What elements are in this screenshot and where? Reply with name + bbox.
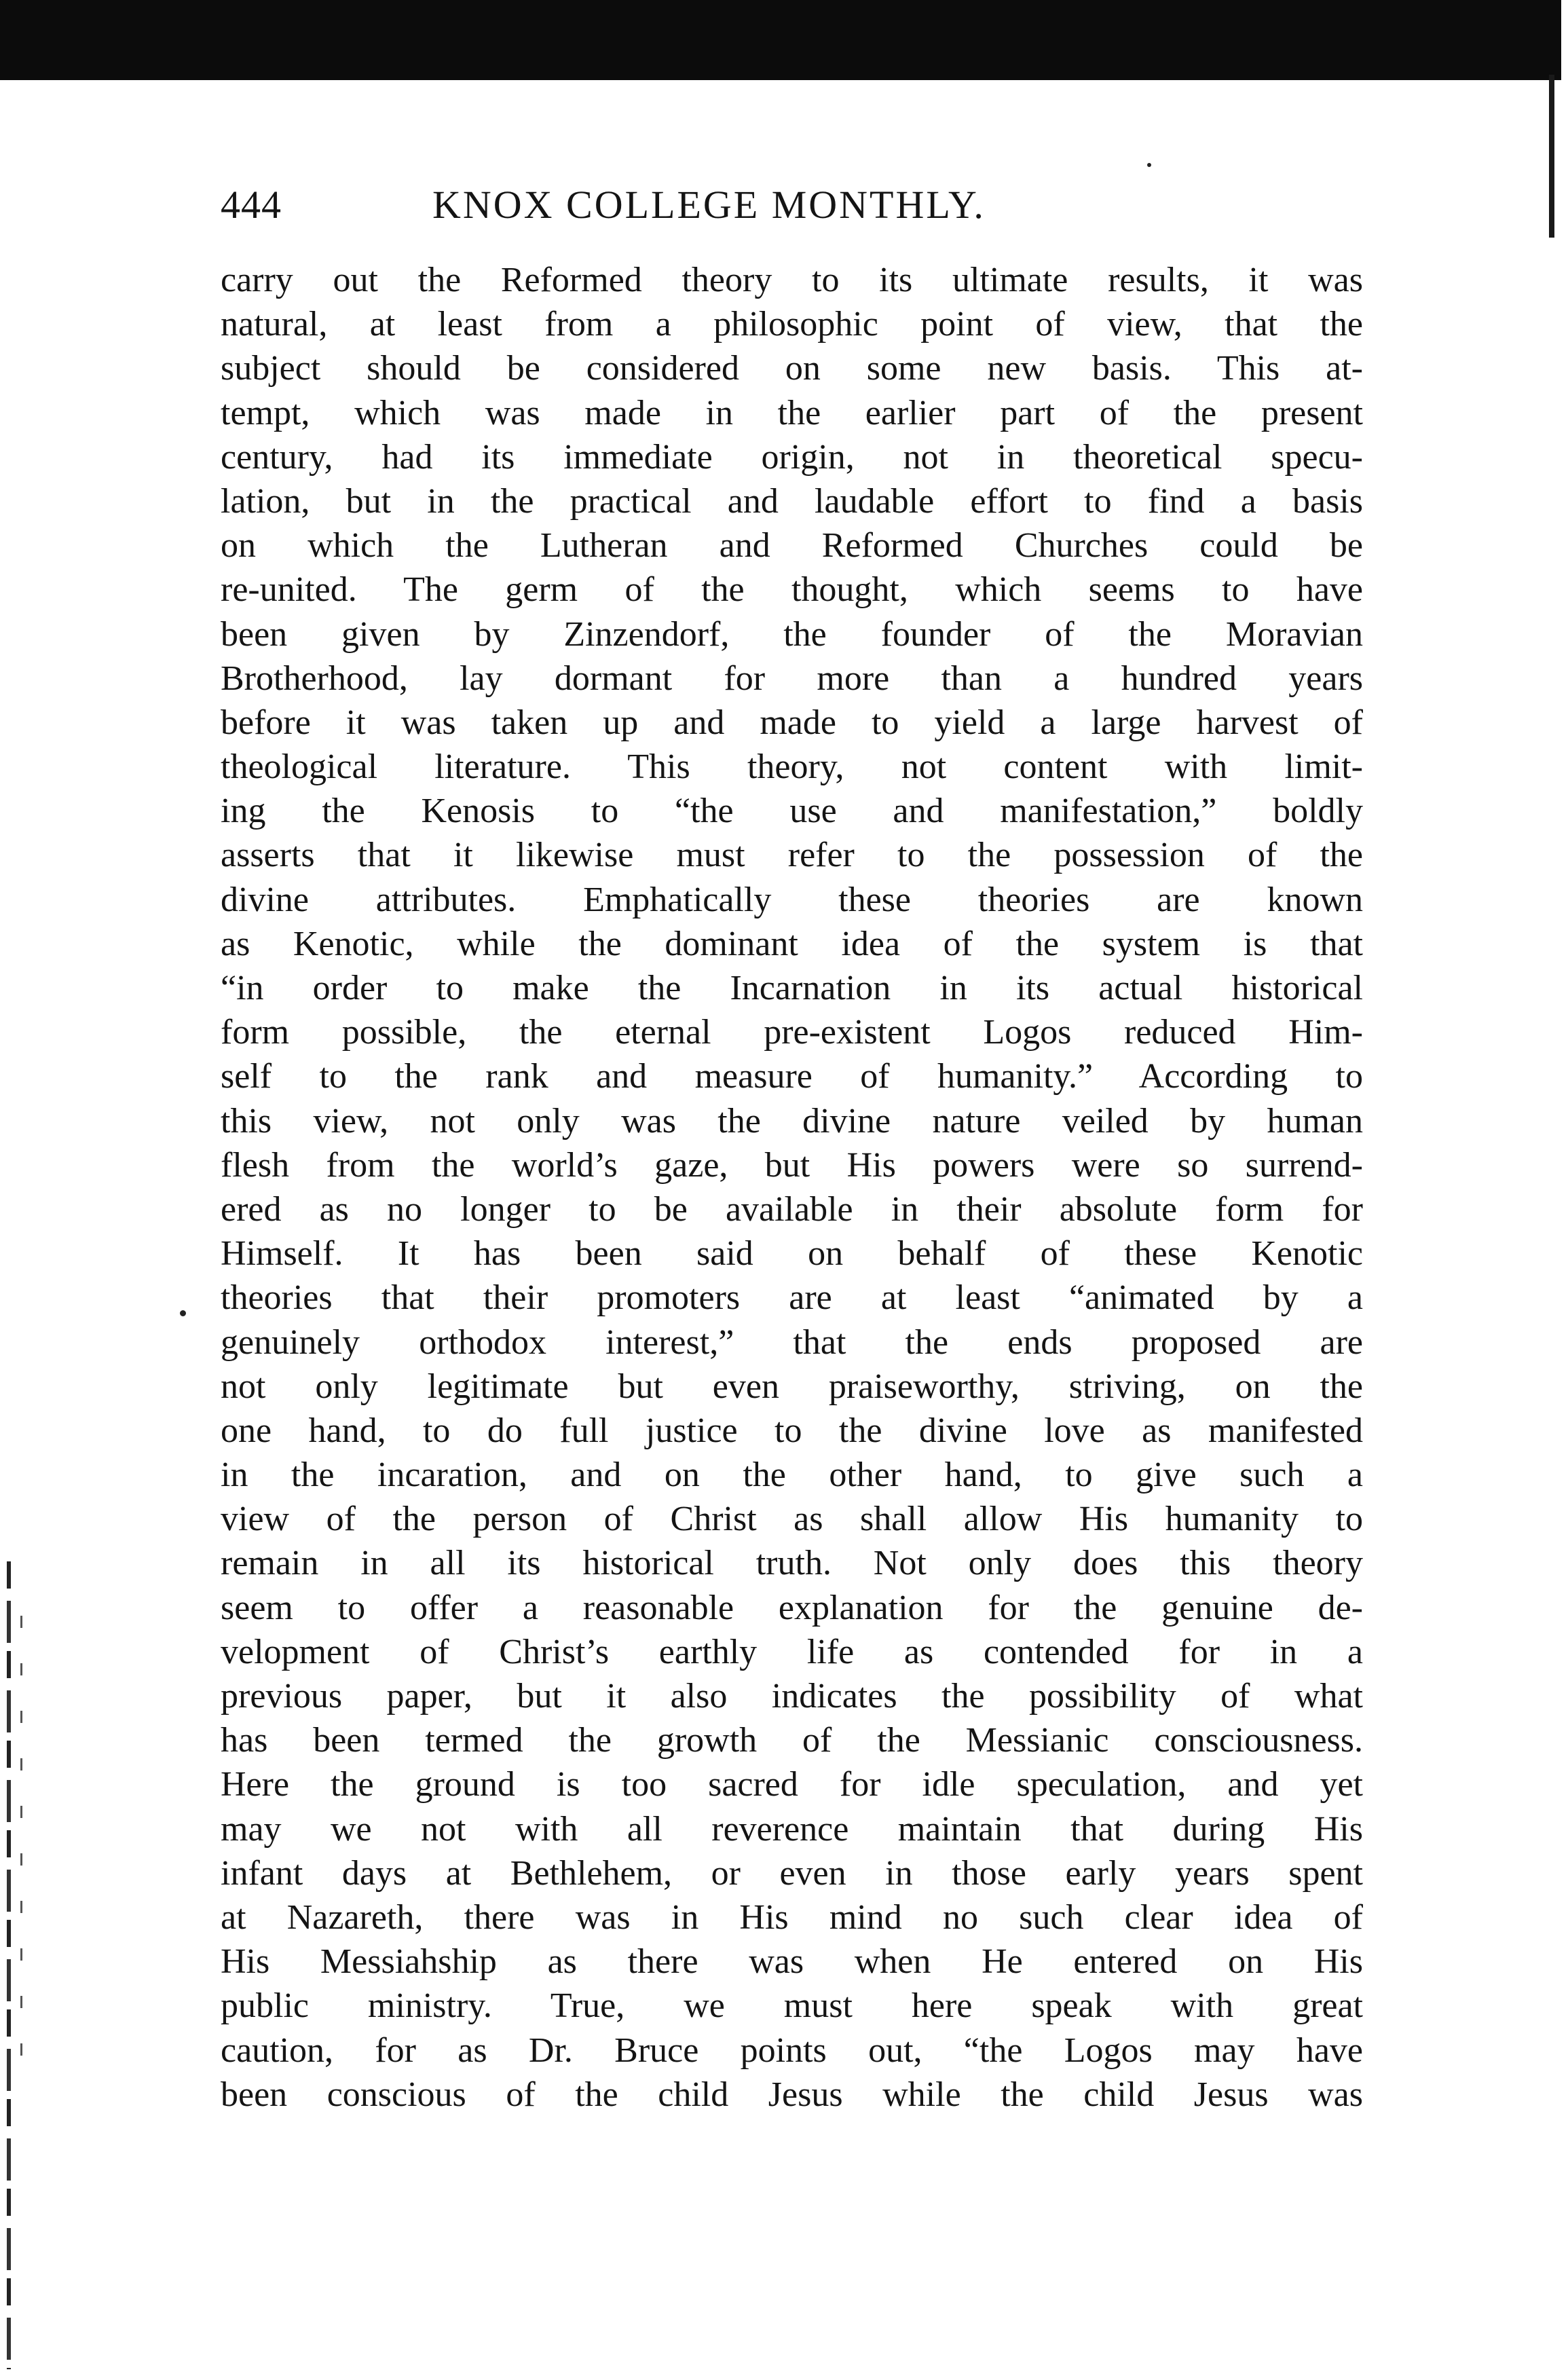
text-line: carry out the Reformed theory to its ultimate results, it was [221,261,1363,299]
text-line: self to the rank and measure of humanity.” According to [221,1057,1363,1096]
text-line: subject should be considered on some new basis. This at- [221,349,1363,388]
text-line: at Nazareth, there was in His mind no such clear idea of [221,1897,1363,1937]
text-line: natural, at least from a philosophic point of view, that the [221,305,1363,344]
text-line: remain in all its historical truth. Not only does this theory [221,1544,1363,1583]
text-line: one hand, to do full justice to the divine love as manifested [221,1411,1363,1450]
text-line: theories that their promoters are at least “animated by a [221,1278,1363,1318]
scan-top-border [0,0,1561,80]
text-line: ered as no longer to be available in their absolute form for [221,1189,1363,1229]
text-line: Here the ground is too sacred for idle speculation, and yet [221,1765,1363,1804]
text-line: in the incaration, and on the other hand, to give such a [221,1455,1363,1495]
text-line: been conscious of the child Jesus while the child Jesus was [221,2075,1363,2114]
text-line: been given by Zinzendorf, the founder of the Moravian [221,614,1363,654]
text-line: Himself. It has been said on behalf of these Kenotic [221,1234,1363,1274]
text-line: century, had its immediate origin, not in theoretical specu- [221,437,1363,477]
text-line: flesh from the world’s gaze, but His powers were so surrend- [221,1145,1363,1185]
text-line: view of the person of Christ as shall allow His humanity to [221,1500,1363,1539]
text-line: asserts that it likewise must refer to the possession of the [221,836,1363,875]
text-line: “in order to make the Incarnation in its actual historical [221,969,1363,1007]
ink-speck [180,1310,186,1316]
text-line: before it was taken up and made to yield a large harvest of [221,703,1363,742]
text-line: theological literature. This theory, not content with limit- [221,747,1363,787]
text-line: velopment of Christ’s earthly life as contended for in a [221,1632,1363,1671]
scan-right-edge [1549,75,1554,238]
text-line: re-united. The germ of the thought, which seems to have [221,570,1363,610]
text-line: may we not with all reverence maintain that during His [221,1809,1363,1849]
text-line: has been termed the growth of the Messianic consciousness. [221,1721,1363,1760]
scan-left-edge-shadow [20,1616,22,2091]
ink-speck [1147,163,1151,167]
text-line: not only legitimate but even praiseworthy, striving, on the [221,1367,1363,1406]
text-line: form possible, the eternal pre-existent Logos reduced Him- [221,1013,1363,1052]
text-line: ing the Kenosis to “the use and manifestation,” boldly [221,792,1363,831]
body-text [221,258,1363,2117]
text-line: divine attributes. Emphatically these theories are known [221,880,1363,919]
scan-left-edge [7,1561,11,2369]
text-line: lation, but in the practical and laudable effort to find a basis [221,481,1363,521]
text-line: on which the Lutheran and Reformed Churches could be [221,526,1363,565]
text-line: previous paper, but it also indicates the possibility of what [221,1677,1363,1715]
running-head [221,178,1361,232]
text-line: caution, for as Dr. Bruce points out, “the Logos may have [221,2030,1363,2070]
text-line: infant days at Bethlehem, or even in those early years spent [221,1853,1363,1893]
text-line: as Kenotic, while the dominant idea of the system is that [221,924,1363,963]
text-line: Brotherhood, lay dormant for more than a hundred years [221,659,1363,698]
journal-title: KNOX COLLEGE MONTHLY. [432,183,986,227]
page-number: 444 [221,183,282,227]
text-line: His Messiahship as there was when He entered on His [221,1942,1363,1982]
text-line: this view, not only was the divine nature veiled by human [221,1101,1363,1140]
text-line: genuinely orthodox interest,” that the ends proposed are [221,1322,1363,1362]
text-line: tempt, which was made in the earlier part of the present [221,393,1363,432]
text-line: public ministry. True, we must here speak with great [221,1986,1363,2026]
text-line: seem to offer a reasonable explanation for the genuine de- [221,1588,1363,1627]
